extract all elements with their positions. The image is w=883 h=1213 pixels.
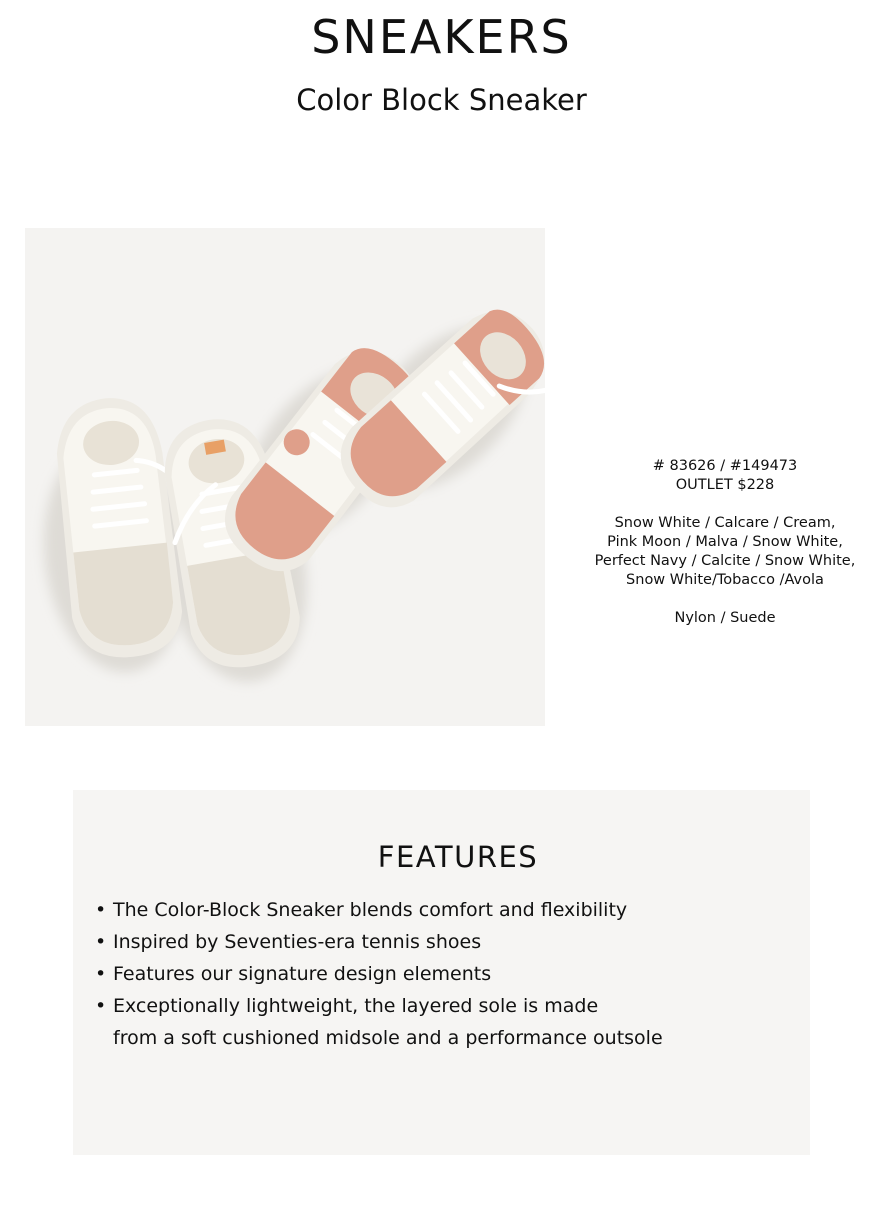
sneakers-illustration <box>25 228 545 726</box>
bullet: • <box>95 963 107 985</box>
feature-text: Exceptionally lightweight, the layered sole is made <box>113 995 599 1017</box>
feature-item <box>95 894 795 926</box>
color-line: Snow White/Tobacco /Avola <box>626 572 824 588</box>
feature-list <box>95 894 795 1054</box>
spacer <box>572 590 878 609</box>
style-numbers: # 83626 / #149473 <box>652 458 798 474</box>
bullet: • <box>95 995 107 1017</box>
product-details <box>572 457 878 628</box>
features-panel <box>73 790 810 1155</box>
feature-item <box>95 958 795 990</box>
spacer <box>572 495 878 514</box>
material: Nylon / Suede <box>674 610 776 626</box>
color-line: Pink Moon / Malva / Snow White, <box>607 534 843 550</box>
color-line: Perfect Navy / Calcite / Snow White, <box>594 553 856 569</box>
feature-text: The Color-Block Sneaker blends comfort and flexibility <box>113 899 628 921</box>
category-title: SNEAKERS <box>311 10 572 64</box>
feature-text: Features our signature design elements <box>113 963 492 985</box>
bullet: • <box>95 899 107 921</box>
price: OUTLET $228 <box>675 477 775 493</box>
color-line: Snow White / Calcare / Cream, <box>614 515 836 531</box>
feature-text-continued: from a soft cushioned midsole and a performance outsole <box>113 1027 663 1049</box>
feature-item <box>95 990 795 1054</box>
feature-item <box>95 926 795 958</box>
feature-text: Inspired by Seventies-era tennis shoes <box>113 931 482 953</box>
features-title: FEATURES <box>377 840 539 874</box>
product-name: Color Block Sneaker <box>296 83 587 117</box>
bullet: • <box>95 931 107 953</box>
product-photo <box>25 228 545 726</box>
